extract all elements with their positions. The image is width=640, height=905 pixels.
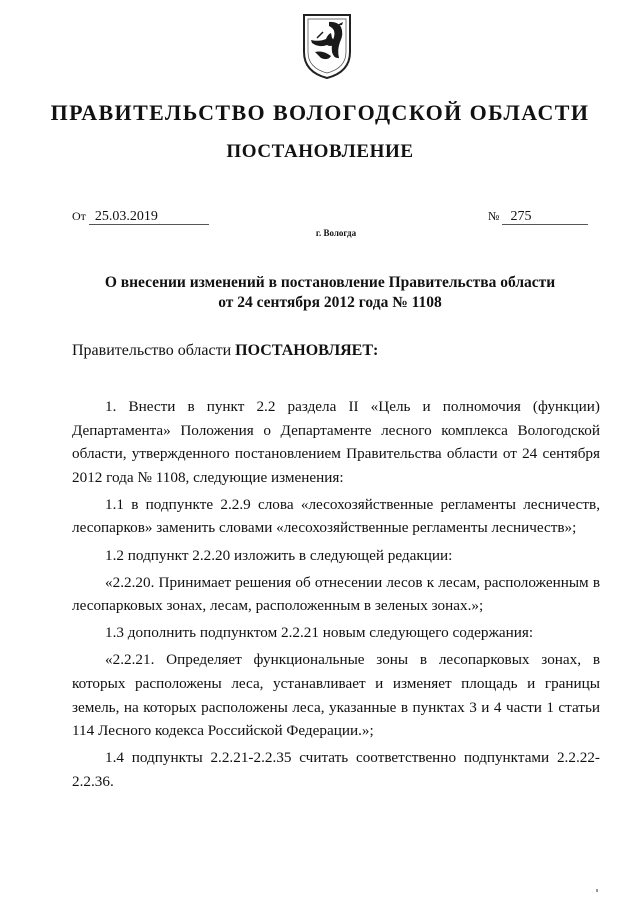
government-title: ПРАВИТЕЛЬСТВО ВОЛОГОДСКОЙ ОБЛАСТИ	[50, 100, 590, 125]
number-prefix: №	[488, 209, 500, 223]
paragraph-quote-2-2-21: «2.2.21. Определяет функциональные зоны в лесопарковых зонах, в которых расположены леса, устанавливает и изменяет площадь и границы земель, на которых расположены леса, указанные в пунктах 3 и 4 части 1 статьи 114 Лесного кодекса Российской Федерации.»;	[72, 651, 600, 740]
date-field	[72, 209, 209, 225]
paragraph-quote-2-2-20: «2.2.20. Принимает решения об отнесении лесов к лесам, расположенным в лесопарковых зонах, лесам, расположенным в зеленых зонах.»;	[72, 573, 600, 615]
scan-mark	[596, 889, 598, 892]
decree-statement	[72, 342, 378, 360]
date-prefix: От	[72, 209, 86, 223]
subject-line-1: О внесении изменений в постановление Правительства области	[104, 274, 556, 291]
document-type-heading: ПОСТАНОВЛЕНИЕ	[226, 141, 414, 162]
paragraph-item-1-2: 1.2 подпункт 2.2.20 изложить в следующей редакции:	[105, 546, 453, 564]
paragraph-item-1: 1. Внести в пункт 2.2 раздела II «Цель и полномочия (функции) Департамента» Положения о Департаменте лесного комплекса Вологодской области, утвержденного постановлением Правительства области от 24 сентября 2012 года № 1108, следующие изменения:	[72, 398, 600, 486]
document-number: 275	[502, 209, 588, 225]
city-label: г. Вологда	[315, 228, 357, 238]
subject-line-2: от 24 сентября 2012 года № 1108	[218, 294, 442, 311]
paragraph-item-1-3: 1.3 дополнить подпунктом 2.2.21 новым следующего содержания:	[105, 624, 534, 642]
document-date: 25.03.2019	[89, 209, 209, 225]
decree-prefix: Правительство области	[72, 342, 232, 359]
paragraph-item-1-1: 1.1 в подпункте 2.2.9 слова «лесохозяйственные регламенты лесничеств, лесопарков» заменить словами «лесохозяйственные регламенты лесничеств»;	[72, 495, 600, 537]
paragraph-item-1-4: 1.4 подпункты 2.2.21-2.2.35 считать соответственно подпунктами 2.2.22-2.2.36.	[72, 749, 600, 790]
coat-of-arms-icon	[301, 12, 353, 80]
number-field	[488, 209, 588, 225]
decree-verb: ПОСТАНОВЛЯЕТ:	[235, 342, 379, 359]
document-subject	[60, 273, 600, 313]
document-body	[72, 395, 600, 794]
